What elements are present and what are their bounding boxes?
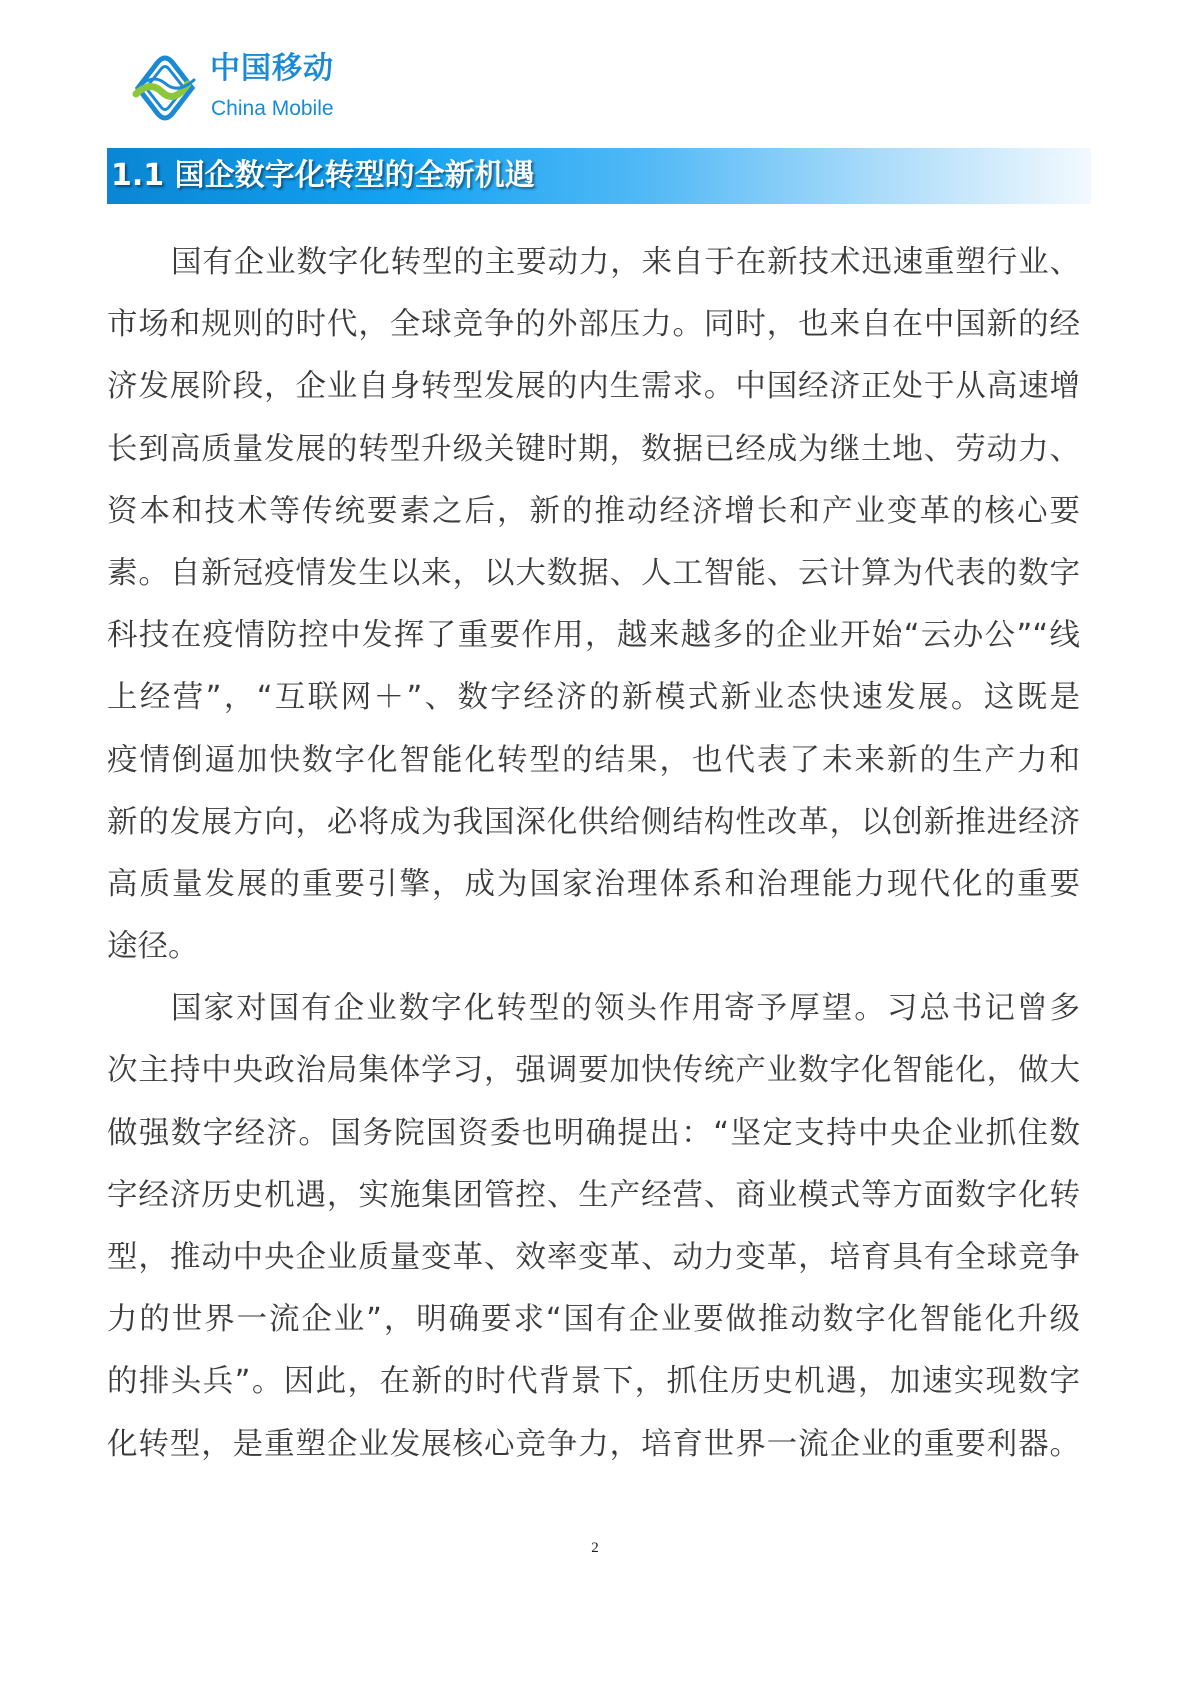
china-mobile-emblem-icon <box>128 54 202 122</box>
paragraph-line: 途径。 <box>107 929 199 965</box>
china-mobile-logo <box>128 52 388 126</box>
paragraph-line: 济发展阶段，企业自身转型发展的内生需求。中国经济正处于从高速增 <box>107 369 1080 405</box>
paragraph-line: 资本和技术等传统要素之后，新的推动经济增长和产业变革的核心要 <box>107 493 1080 529</box>
paragraph-line: 科技在疫情防控中发挥了重要作用，越来越多的企业开始“云办公”“线 <box>107 618 1080 654</box>
section-title: 1.1 国企数字化转型的全新机遇 <box>111 158 535 193</box>
paragraph-line: 型，推动中央企业质量变革、效率变革、动力变革，培育具有全球竞争 <box>107 1240 1080 1275</box>
paragraph-line: 新的发展方向，必将成为我国深化供给侧结构性改革，以创新推进经济 <box>107 804 1080 840</box>
paragraph-line: 国家对国有企业数字化转型的领头作用寄予厚望。习总书记曾多 <box>171 991 1080 1027</box>
paragraph-line: 高质量发展的重要引擎，成为国家治理体系和治理能力现代化的重要 <box>107 866 1080 902</box>
paragraph-line: 长到高质量发展的转型升级关键时期，数据已经成为继土地、劳动力、 <box>107 431 1080 467</box>
document-body <box>107 232 1080 1476</box>
paragraph <box>107 232 1080 978</box>
page-number: 2 <box>591 1540 599 1556</box>
logo-chinese-name: 中国移动 <box>210 51 334 86</box>
paragraph-line: 字经济历史机遇，实施集团管控、生产经营、商业模式等方面数字化转 <box>107 1177 1080 1213</box>
logo-english-name: China Mobile <box>211 97 334 120</box>
paragraph-line: 疫情倒逼加快数字化智能化转型的结果，也代表了未来新的生产力和 <box>107 742 1080 778</box>
paragraph-line: 国有企业数字化转型的主要动力，来自于在新技术迅速重塑行业、 <box>171 245 1080 280</box>
paragraph-line: 素。自新冠疫情发生以来，以大数据、人工智能、云计算为代表的数字 <box>107 555 1080 591</box>
paragraph-line: 上经营”，“互联网＋”、数字经济的新模式新业态快速发展。这既是 <box>107 680 1080 716</box>
paragraph-line: 力的世界一流企业”，明确要求“国有企业要做推动数字化智能化升级 <box>107 1302 1080 1338</box>
paragraph <box>107 978 1080 1476</box>
paragraph-line: 的排头兵”。因此，在新的时代背景下，抓住历史机遇，加速实现数字 <box>107 1364 1080 1400</box>
paragraph-line: 次主持中央政治局集体学习，强调要加快传统产业数字化智能化，做大 <box>107 1053 1080 1089</box>
paragraph-line: 化转型，是重塑企业发展核心竞争力，培育世界一流企业的重要利器。 <box>107 1426 1080 1462</box>
section-heading-banner <box>107 148 1091 204</box>
paragraph-line: 市场和规则的时代，全球竞争的外部压力。同时，也来自在中国新的经 <box>107 307 1080 343</box>
paragraph-line: 做强数字经济。国务院国资委也明确提出：“坚定支持中央企业抓住数 <box>107 1115 1080 1151</box>
